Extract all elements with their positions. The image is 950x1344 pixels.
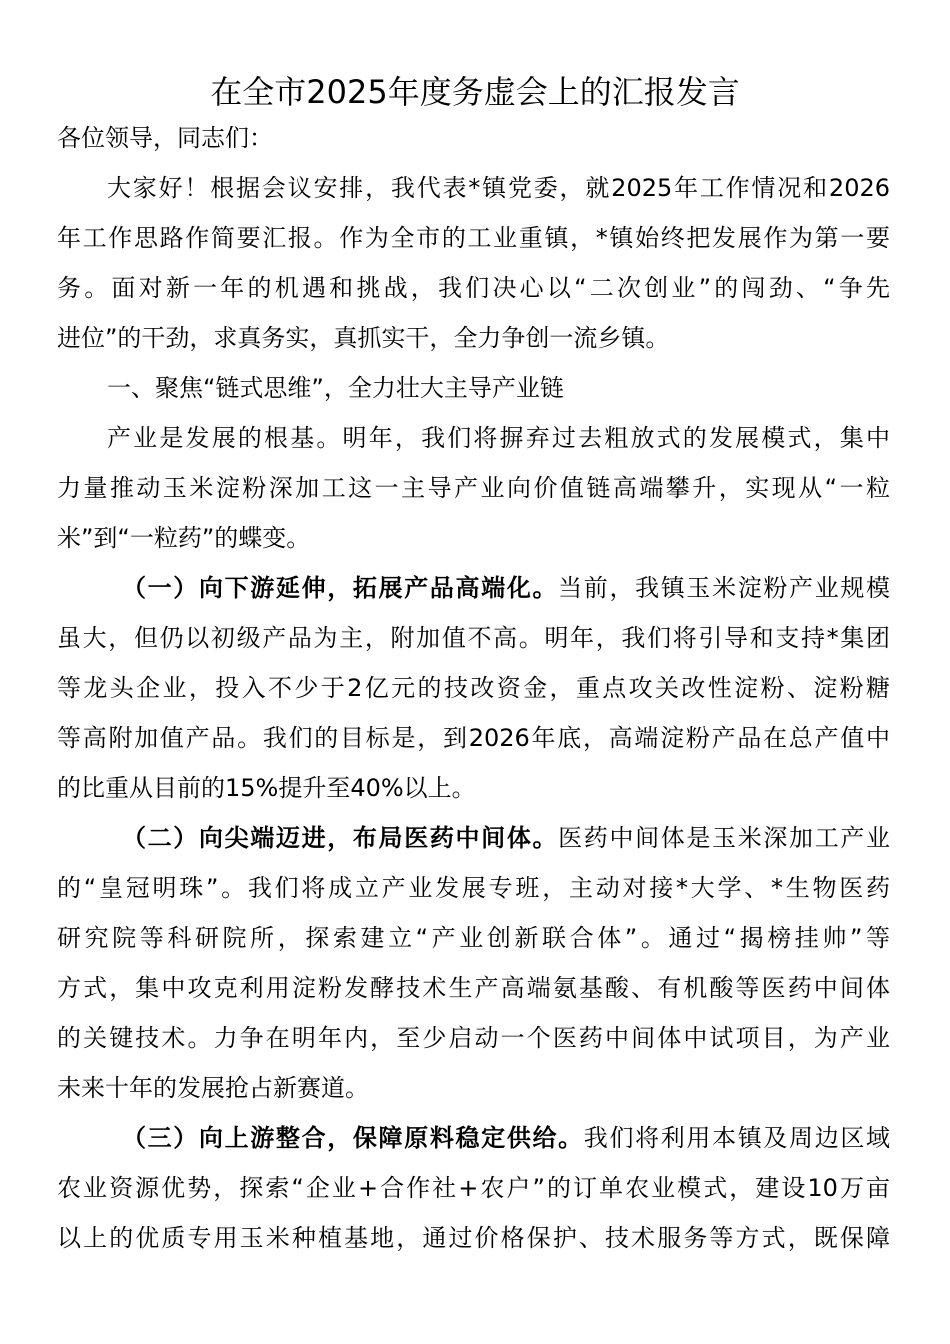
paragraph-line: 进位”的干劲，求真务实，真抓实干，全力争创一流乡镇。 bbox=[57, 324, 670, 352]
paragraph-line: 的关键技术。力争在明年内，至少启动一个医药中间体中试项目，为产业 bbox=[57, 1024, 890, 1052]
paragraph-line: 产业是发展的根基。明年，我们将摒弃过去粗放式的发展模式，集中 bbox=[107, 424, 890, 452]
paragraph-line: 研究院等科研院所，探索建立“产业创新联合体”。通过“揭榜挂帅”等 bbox=[57, 924, 890, 952]
paragraph-line: 大家好！根据会议安排，我代表*镇党委，就2025年工作情况和2026 bbox=[107, 174, 890, 202]
paragraph-text: 当前，我镇玉米淀粉产业规模 bbox=[558, 574, 891, 602]
subheading: （一）向下游延伸，拓展产品高端化。 bbox=[122, 574, 559, 602]
paragraph-line: 米”到“一粒药”的蝶变。 bbox=[57, 524, 311, 552]
paragraph-line: 的“皇冠明珠”。我们将成立产业发展专班，主动对接*大学、*生物医药 bbox=[57, 874, 890, 902]
paragraph-line bbox=[57, 1113, 890, 1163]
paragraph-line: 等高附加值产品。我们的目标是，到2026年底，高端淀粉产品在总产值中 bbox=[57, 724, 890, 752]
paragraph-line: 以上的优质专用玉米种植基地，通过价格保护、技术服务等方式，既保障 bbox=[57, 1224, 890, 1252]
salutation: 各位领导，同志们： bbox=[57, 124, 273, 152]
section-heading: 一、聚焦“链式思维”，全力壮大主导产业链 bbox=[107, 374, 564, 402]
document-title: 在全市2025年度务虚会上的汇报发言 bbox=[210, 73, 740, 111]
document-body bbox=[57, 113, 890, 1263]
paragraph-line: 虽大，但仍以初级产品为主，附加值不高。明年，我们将引导和支持*集团 bbox=[57, 624, 890, 652]
paragraph-line bbox=[57, 813, 890, 863]
paragraph-text: 我们将利用本镇及周边区域 bbox=[583, 1124, 891, 1152]
paragraph-line: 年工作思路作简要汇报。作为全市的工业重镇，*镇始终把发展作为第一要 bbox=[57, 224, 890, 252]
subheading: （三）向上游整合，保障原料稳定供给。 bbox=[122, 1124, 584, 1152]
paragraph-line: 等龙头企业，投入不少于2亿元的技改资金，重点攻关改性淀粉、淀粉糖 bbox=[57, 674, 890, 702]
paragraph-text: 医药中间体是玉米深加工产业 bbox=[558, 824, 891, 852]
paragraph-line: 的比重从目前的15%提升至40%以上。 bbox=[57, 774, 476, 802]
paragraph-line: 农业资源优势，探索“企业+合作社+农户”的订单农业模式，建设10万亩 bbox=[57, 1174, 890, 1202]
paragraph-line: 务。面对新一年的机遇和挑战，我们决心以“二次创业”的闯劲、“争先 bbox=[57, 274, 890, 302]
subheading: （二）向尖端迈进，布局医药中间体。 bbox=[122, 824, 559, 852]
paragraph-line: 方式，集中攻克利用淀粉发酵技术生产高端氨基酸、有机酸等医药中间体 bbox=[57, 974, 890, 1002]
paragraph-line bbox=[57, 563, 890, 613]
paragraph-line: 未来十年的发展抢占新赛道。 bbox=[57, 1074, 369, 1102]
paragraph-line: 力量推动玉米淀粉深加工这一主导产业向价值链高端攀升，实现从“一粒 bbox=[57, 474, 890, 502]
